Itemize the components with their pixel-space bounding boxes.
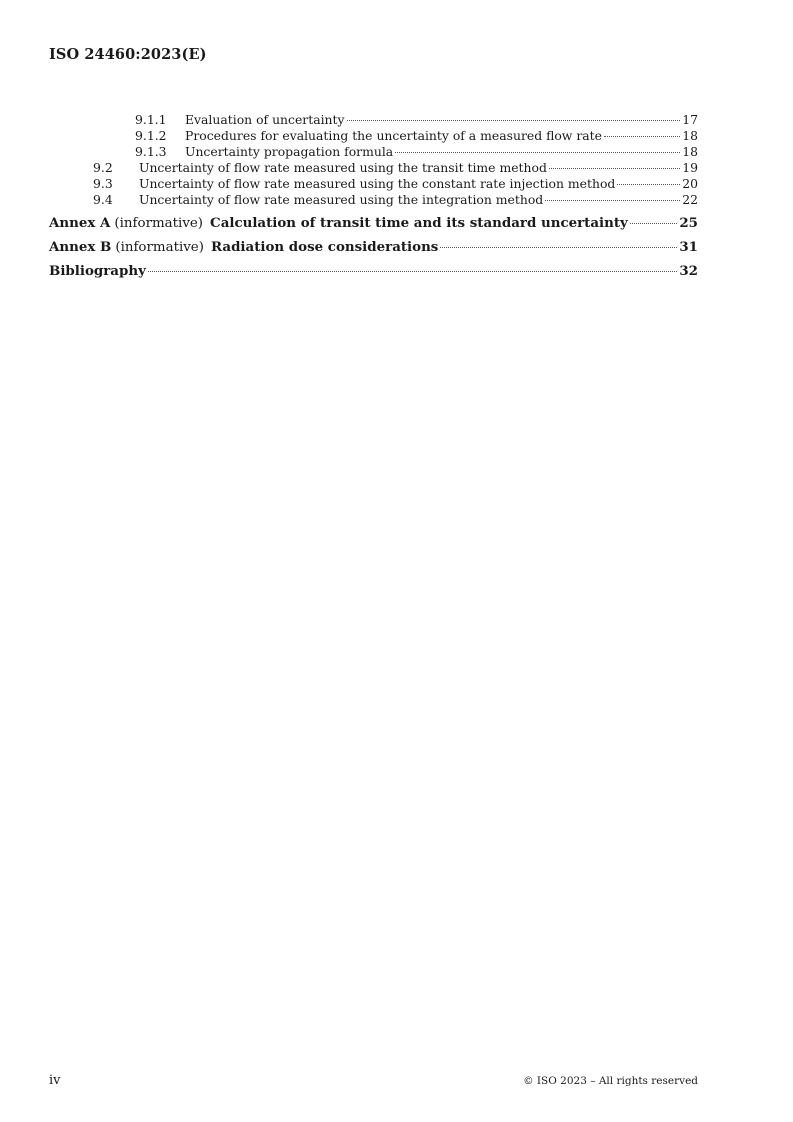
toc-entry-title: Uncertainty propagation formula (185, 144, 394, 159)
toc-entry-9-1-2[interactable] (49, 128, 698, 144)
toc-entry-page: 19 (682, 160, 698, 175)
toc-entry-number: 9.1.3 (135, 144, 167, 159)
toc-entry-title: Uncertainty of flow rate measured using the integration method (139, 192, 544, 207)
dot-leader (395, 152, 680, 153)
annex-page: 25 (679, 215, 698, 231)
dot-leader (549, 168, 680, 169)
bibliography-page: 32 (679, 263, 698, 279)
toc-entry-title: Evaluation of uncertainty (185, 112, 345, 127)
toc-entry-number: 9.4 (93, 192, 113, 207)
toc-entry-title: Procedures for evaluating the uncertainty of a measured flow rate (185, 128, 602, 143)
dot-leader (545, 200, 680, 201)
toc-entry-title: Uncertainty of flow rate measured using the transit time method (139, 160, 547, 175)
toc-entry-9-1-1[interactable] (49, 112, 698, 128)
annex-label: Annex B (49, 239, 112, 255)
copyright-notice: © ISO 2023 – All rights reserved (523, 1075, 698, 1087)
toc-entry-page: 20 (682, 176, 698, 191)
toc-entry-number: 9.1.1 (135, 112, 167, 127)
toc-entry-annex-a[interactable] (49, 211, 698, 235)
page-number: iv (49, 1073, 61, 1088)
table-of-contents (49, 112, 698, 283)
annex-page: 31 (679, 239, 698, 255)
annex-label: Annex A (49, 215, 111, 231)
dot-leader (604, 136, 680, 137)
annex-title: Calculation of transit time and its standard uncertainty (210, 215, 628, 231)
dot-leader (617, 184, 680, 185)
toc-entry-9-3[interactable] (49, 176, 698, 192)
toc-entry-title: Uncertainty of flow rate measured using the constant rate injection method (139, 176, 616, 191)
toc-entry-number: 9.3 (93, 176, 113, 191)
dot-leader (440, 247, 677, 248)
annex-informative-tag: (informative) (115, 240, 204, 255)
toc-entry-9-1-3[interactable] (49, 144, 698, 160)
annex-title: Radiation dose considerations (210, 239, 439, 255)
toc-entry-9-4[interactable] (49, 192, 698, 208)
toc-entry-page: 18 (682, 128, 698, 143)
dot-leader (148, 271, 678, 272)
toc-entry-page: 17 (682, 112, 698, 127)
toc-entry-9-2[interactable] (49, 160, 698, 176)
toc-entry-number: 9.2 (93, 160, 113, 175)
dot-leader (347, 120, 681, 121)
toc-entry-bibliography[interactable] (49, 259, 698, 283)
toc-entry-page: 22 (682, 192, 698, 207)
annex-informative-tag: (informative) (114, 216, 204, 231)
document-id-header: ISO 24460:2023(E) (49, 46, 207, 63)
dot-leader (630, 223, 678, 224)
toc-entry-page: 18 (682, 144, 698, 159)
toc-entry-number: 9.1.2 (135, 128, 167, 143)
bibliography-title: Bibliography (49, 263, 146, 279)
toc-entry-annex-b[interactable] (49, 235, 698, 259)
